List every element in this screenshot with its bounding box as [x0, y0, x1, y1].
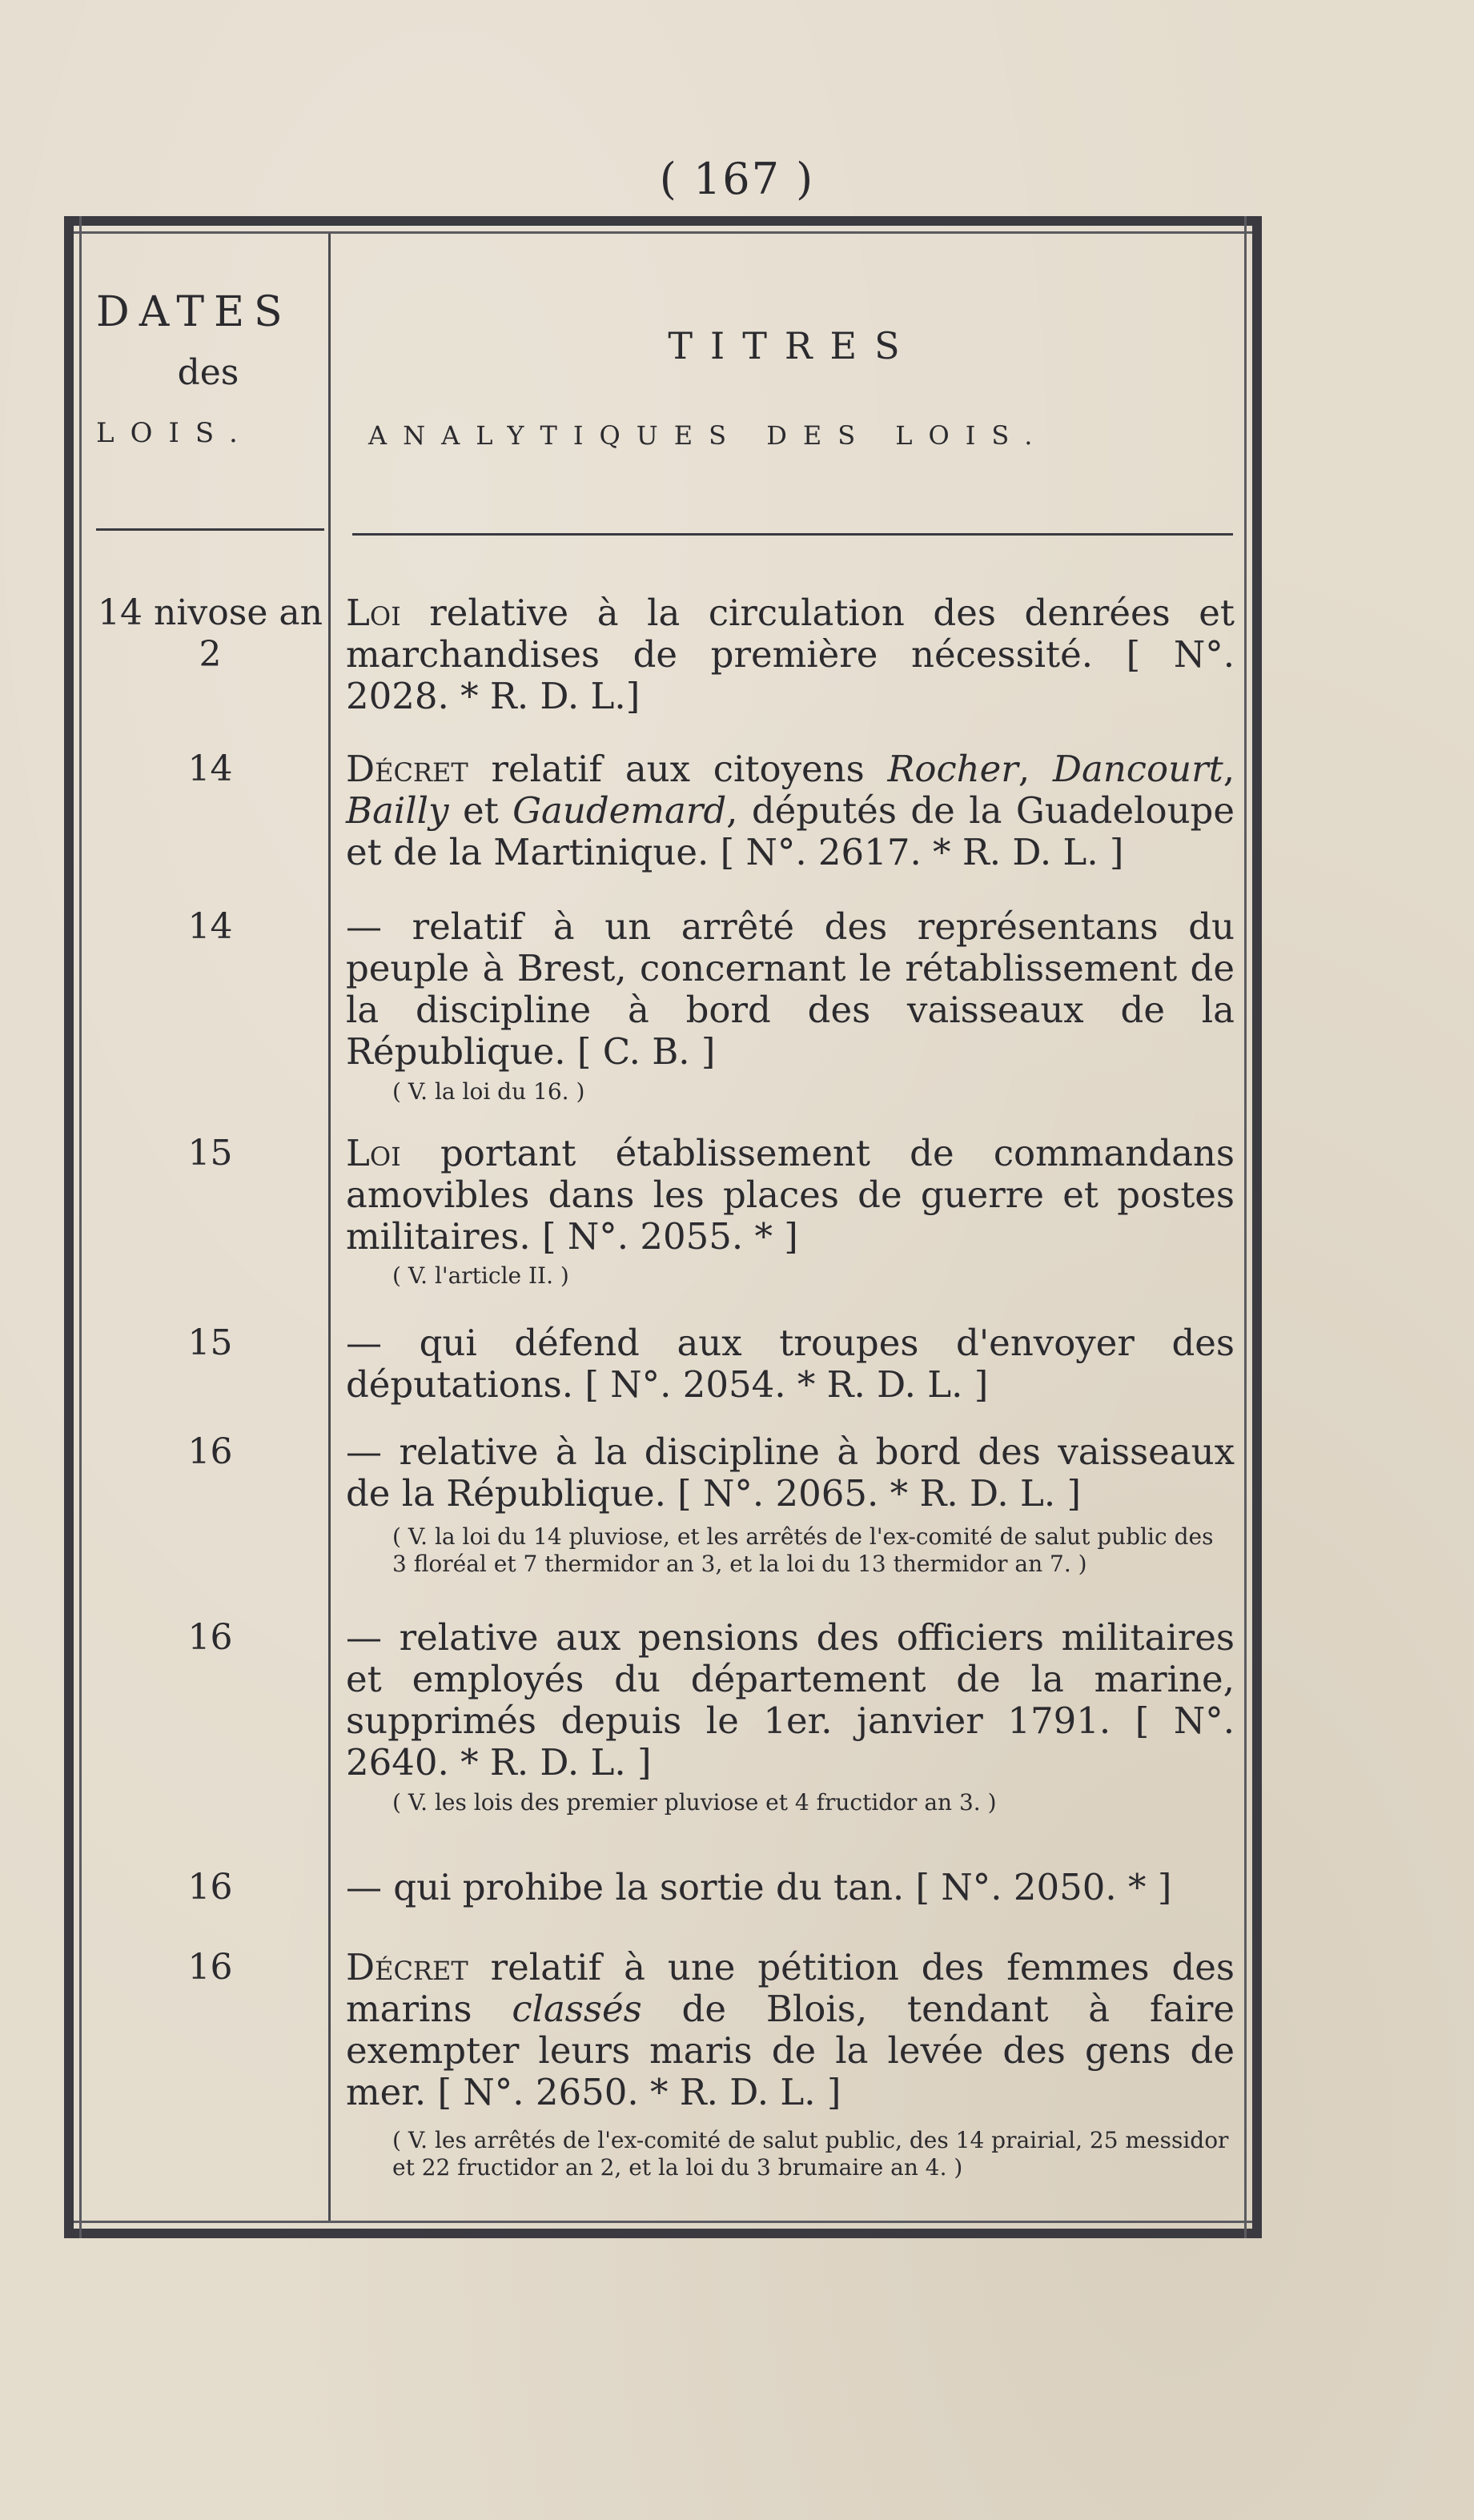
entry-lead: Loi [346, 592, 401, 634]
entry-text [346, 748, 1235, 873]
entry-date: 15 [187, 1133, 233, 1174]
entry-body: relatif à une pétition des femmes des marins [346, 1946, 1235, 2030]
entry-date: 15 [187, 1322, 233, 1363]
entry-body: et [448, 789, 513, 832]
entry-date: 14 nivose an 2 [98, 592, 323, 675]
entry-body: de Blois, tendant à faire exempter leurs maris de la levée des gens de mer. [ N°. 2650. * R. D. L. ] [346, 1988, 1235, 2113]
entry-text: — relative à la discipline à bord des vaisseaux de la République. [ N°. 2065. * R. D. L. ] [346, 1431, 1235, 1515]
entry-text [346, 1133, 1235, 1258]
entry-date: 14 [187, 748, 233, 789]
header-analytiques: ANALYTIQUES DES LOIS. [368, 420, 1049, 451]
frame-right-border [1244, 216, 1262, 2238]
entry-body: , [1223, 748, 1235, 790]
entry-date: 16 [187, 1431, 233, 1472]
header-lois-word: LOIS. [96, 417, 254, 449]
entry-date: 16 [187, 1617, 233, 1658]
entry-lead: Décret [346, 748, 468, 790]
entry-body: , députés de la Guadeloupe et de la Martinique. [ N°. 2617. * R. D. L. ] [346, 789, 1235, 873]
entry-lead: Décret [346, 1946, 468, 1988]
entry-text: — qui prohibe la sortie du tan. [ N°. 2050. * ] [346, 1866, 1172, 1908]
entry-italic: classés [512, 1988, 642, 2030]
header-des-word: des [177, 352, 239, 393]
entry-name: Rocher [887, 748, 1018, 790]
entry-note: ( V. la loi du 14 pluviose, et les arrêtés de l'ex-comité de salut public des 3 floréal et 7 thermidor an 3, et la loi du 13 thermidor an 7. ) [392, 1523, 1214, 1577]
header-rule-right [352, 533, 1233, 536]
entry-note: ( V. les arrêtés de l'ex-comité de salut public, des 14 prairial, 25 messidor et 22 fructidor an 2, et la loi du 3 brumaire an 4. ) [392, 2127, 1229, 2181]
entry-note: ( V. la loi du 16. ) [392, 1078, 585, 1105]
entry-body: relative à la circulation des denrées et marchandises de première nécessité. [ N°. 2028. * R. D. L.] [346, 592, 1235, 717]
entry-note: ( V. les lois des premier pluviose et 4 fructidor an 3. ) [392, 1789, 997, 1816]
entry-body: , [1018, 748, 1053, 790]
page-number: ( 167 ) [659, 154, 815, 204]
entry-text: — relative aux pensions des officiers militaires et employés du département de la marine, supprimés depuis le 1er. janvier 1791. [ N°. 2640. * R. D. L. ] [346, 1616, 1235, 1784]
frame-bottom-border [64, 2221, 1262, 2238]
entry-text [346, 1947, 1235, 2113]
entry-lead: Loi [346, 1132, 401, 1174]
entry-note: ( V. l'article II. ) [392, 1262, 569, 1289]
header-titres: TITRES [668, 324, 918, 367]
entry-name: Gaudemard [512, 789, 727, 832]
frame-top-border [64, 216, 1262, 234]
entry-name: Bailly [346, 789, 449, 832]
frame-left-border [64, 216, 82, 2238]
entry-name: Dancourt [1052, 748, 1223, 790]
entry-text [346, 592, 1235, 717]
table-frame [64, 216, 1262, 2238]
entry-date: 14 [187, 906, 233, 947]
entry-text: — qui défend aux troupes d'envoyer des députations. [ N°. 2054. * R. D. L. ] [346, 1322, 1235, 1406]
entry-text: — relatif à un arrêté des représentans du peuple à Brest, concernant le rétablissement de la discipline à bord des vaisseaux de la République. [ C. B. ] [346, 905, 1235, 1073]
header-dates-word: DATES [96, 288, 292, 336]
column-divider [328, 234, 331, 2221]
entry-body: portant établissement de commandans amovibles dans les places de guerre et postes militaires. [ N°. 2055. * ] [346, 1132, 1235, 1258]
header-rule-left [96, 528, 324, 531]
header-dates-column [96, 288, 320, 449]
entry-date: 16 [187, 1867, 233, 1908]
entry-date: 16 [187, 1947, 233, 1988]
entry-body: relatif aux citoyens [468, 748, 888, 790]
